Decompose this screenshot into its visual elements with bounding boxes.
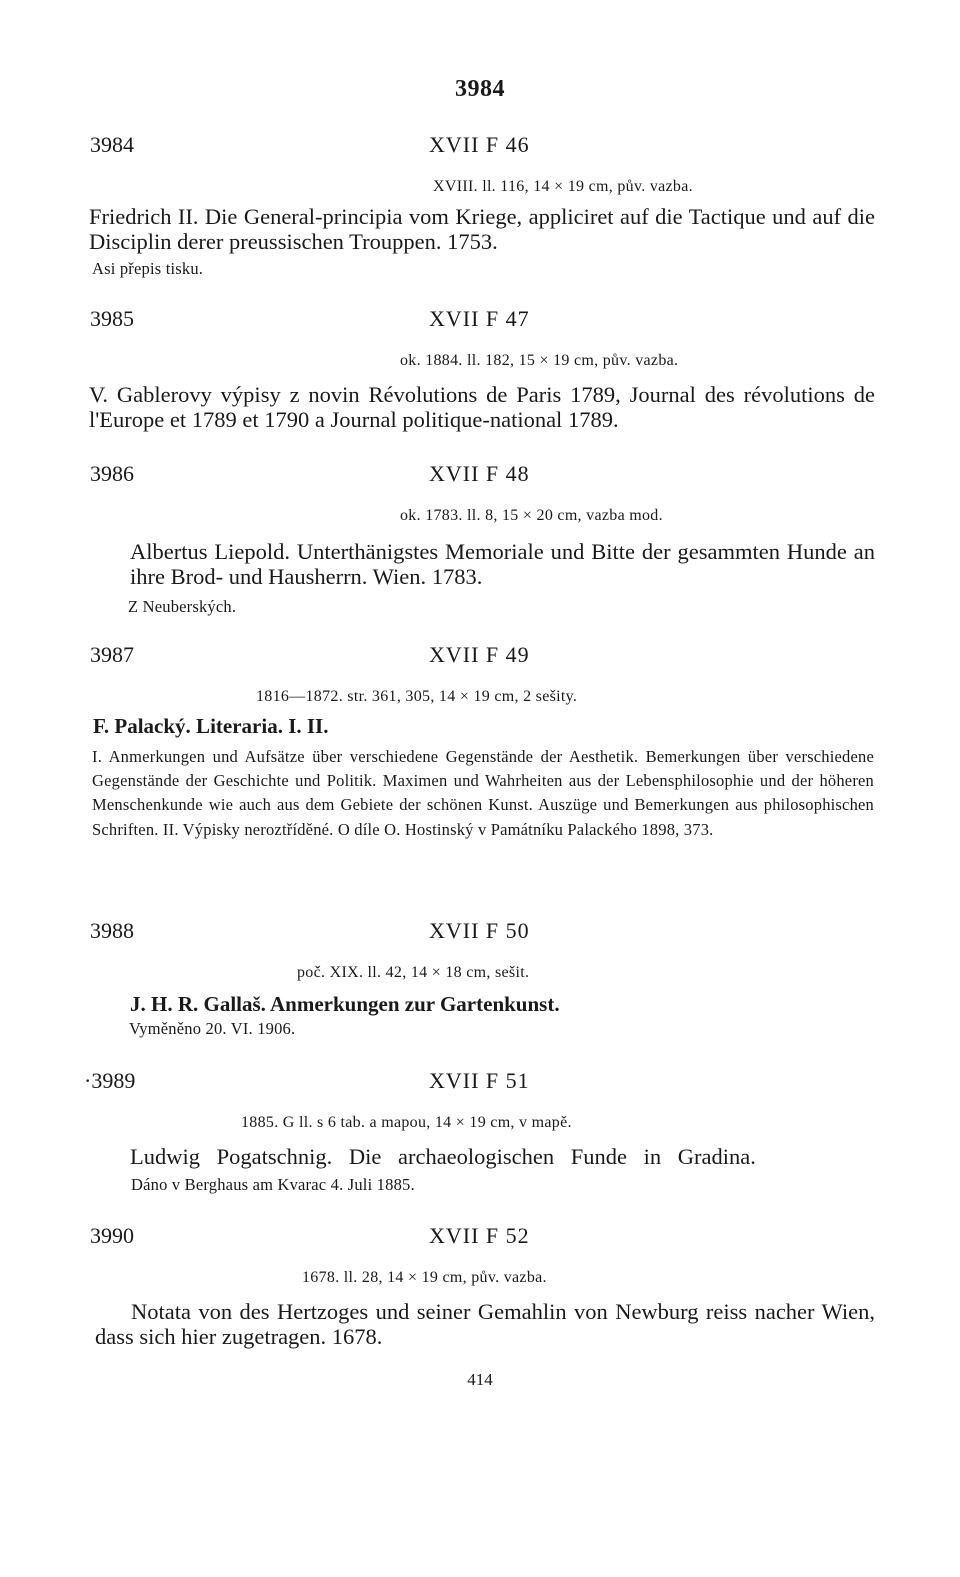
entry-number: 3988 (90, 918, 134, 943)
shelfmark: XVII F 46 (429, 132, 530, 157)
catalog-entry (0, 132, 960, 282)
entry-number: 3986 (90, 461, 134, 486)
entry-title: J. H. R. Gallaš. Anmerkungen zur Gartenkunst. (130, 992, 560, 1016)
catalog-entry (0, 1223, 960, 1353)
entry-title: F. Palacký. Literaria. I. II. (93, 714, 329, 738)
shelfmark: XVII F 51 (429, 1068, 530, 1093)
page-number: 414 (467, 1370, 493, 1389)
entry-title: Ludwig Pogatschnig. Die archaeologischen Funde in Gradina. (130, 1144, 756, 1169)
entry-number: 3985 (90, 306, 134, 331)
entry-note: Dáno v Berghaus am Kvarac 4. Juli 1885. (131, 1175, 415, 1194)
physical-description: poč. XIX. ll. 42, 14 × 18 cm, sešit. (297, 964, 530, 981)
physical-description: XVIII. ll. 116, 14 × 19 cm, pův. vazba. (433, 178, 693, 195)
catalog-entry (0, 642, 960, 892)
entry-note: I. Anmerkungen und Aufsätze über verschiedene Gegenstände der Aesthetik. Bemerkungen über verschiedene Gegenstände der Geschichte und Politik. Maximen und Wahrheiten aus der Lebensphilosophie und der höheren Menschenkunde wie auch aus dem Gebiete der schönen Kunst. Auszüge und Bemerkungen aus philosophischen Schriften. II. Výpisky neroztříděné. O díle O. Hostinský v Památníku Palackého 1898, 373. (92, 747, 874, 839)
entry-number: 3984 (90, 132, 134, 157)
entry-note: Asi přepis tisku. (92, 259, 204, 278)
entry-number: 3987 (90, 642, 134, 667)
shelfmark: XVII F 49 (429, 642, 530, 667)
physical-description: 1678. ll. 28, 14 × 19 cm, pův. vazba. (302, 1269, 547, 1286)
entry-title: Notata von des Hertzoges und seiner Gemahlin von Newburg reiss nacher Wien, dass sich hier zugetragen. 1678. (95, 1299, 875, 1349)
shelfmark: XVII F 50 (429, 918, 530, 943)
catalog-entry (0, 306, 960, 436)
physical-description: ok. 1783. ll. 8, 15 × 20 cm, vazba mod. (400, 507, 663, 524)
entry-note: Z Neuberských. (128, 597, 237, 616)
entry-number: ·3989 (84, 1068, 136, 1093)
catalog-entry (0, 918, 960, 1048)
catalog-entry (0, 1068, 960, 1198)
running-head: 3984 (455, 76, 505, 102)
entry-note: Vyměněno 20. VI. 1906. (129, 1019, 296, 1038)
entry-title: V. Gablerovy výpisy z novin Révolutions de Paris 1789, Journal des révolutions de l'Europe et 1789 et 1790 a Journal politique-national 1789. (89, 382, 875, 432)
physical-description: 1816—1872. str. 361, 305, 14 × 19 cm, 2 sešity. (256, 688, 578, 705)
physical-description: ok. 1884. ll. 182, 15 × 19 cm, pův. vazba. (400, 352, 679, 369)
entry-title: Albertus Liepold. Unterthänigstes Memoriale und Bitte der gesammten Hunde an ihre Brod- und Hausherrn. Wien. 1783. (130, 539, 875, 589)
entry-title: Friedrich II. Die General-principia vom Kriege, appliciret auf die Tactique und auf die Disciplin derer preussischen Trouppen. 1753. (89, 204, 875, 254)
catalog-entry (0, 461, 960, 621)
shelfmark: XVII F 48 (429, 461, 530, 486)
shelfmark: XVII F 52 (429, 1223, 530, 1248)
physical-description: 1885. G ll. s 6 tab. a mapou, 14 × 19 cm, v mapě. (241, 1114, 572, 1131)
shelfmark: XVII F 47 (429, 306, 530, 331)
entry-number: 3990 (90, 1223, 134, 1248)
